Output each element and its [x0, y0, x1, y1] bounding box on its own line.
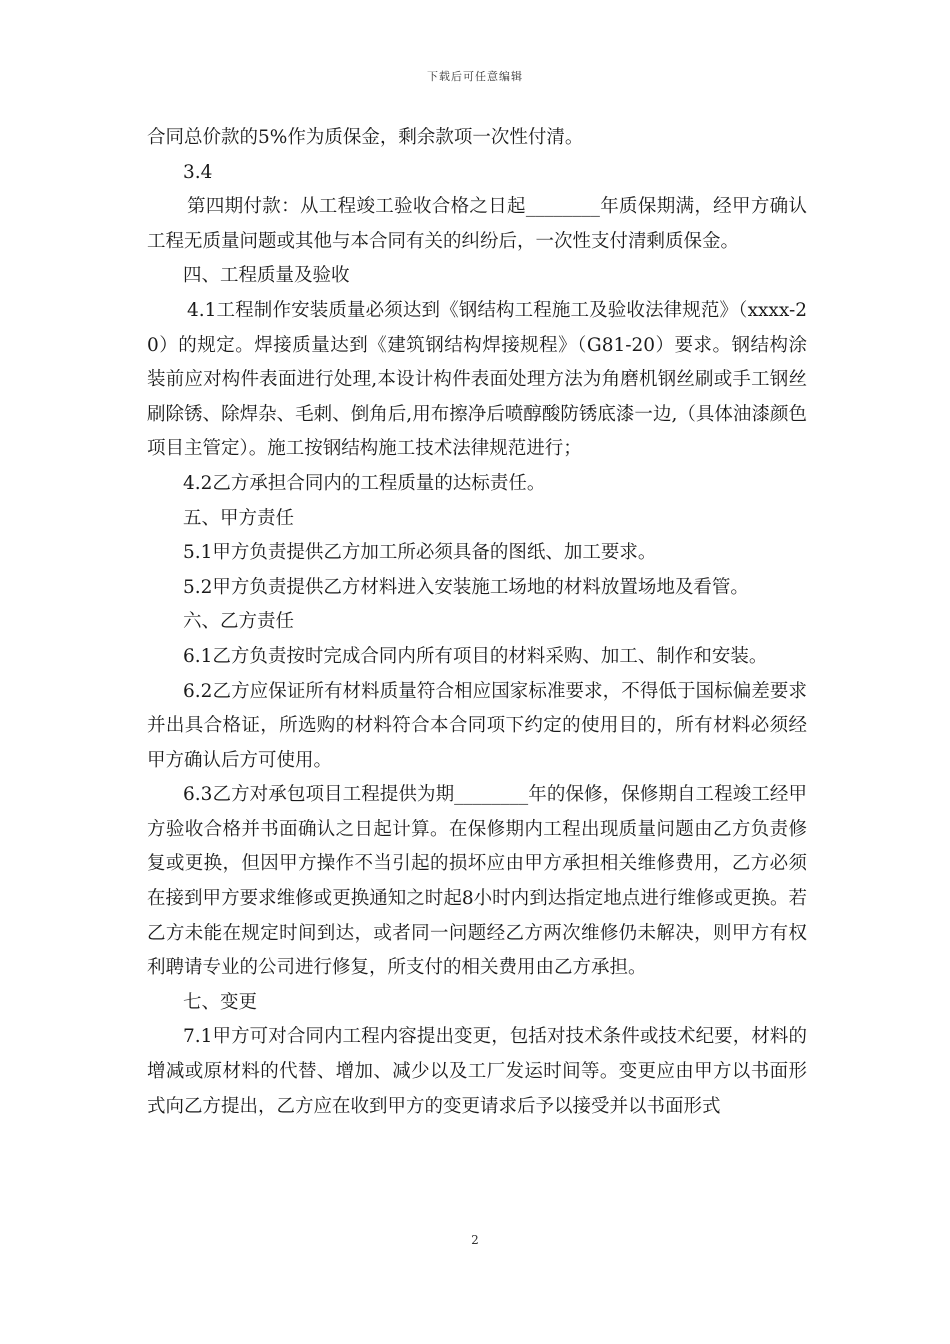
- heading-party-b-responsibility: 六、乙方责任: [183, 611, 295, 633]
- paragraph-7-1: 7.1甲方可对合同内工程内容提出变更，包括对技术条件或技术纪要，材料的增减或原材料的代替、增加、减少以及工厂发运时间等。变更应由甲方以书面形式向乙方提出，乙方应在收到甲方的变更请求后予以接受并以书面形式: [147, 1026, 807, 1117]
- document-body: [147, 121, 807, 1124]
- page-number: 2: [471, 1233, 479, 1247]
- paragraph-6-3: 6.3乙方对承包项目工程提供为期________年的保修，保修期自工程竣工经甲方验收合格并书面确认之日起计算。在保修期内工程出现质量问题由乙方负责修复或更换，但因甲方操作不当引起的损坏应由甲方承担相关维修费用，乙方必须在接到甲方要求维修或更换通知之时起8小时内到达指定地点进行维修或更换。若乙方未能在规定时间到达，或者同一问题经乙方两次维修仍未解决，则甲方有权利聘请专业的公司进行修复，所支付的相关费用由乙方承担。: [147, 784, 807, 979]
- paragraph-4-1: 4.1工程制作安装质量必须达到《钢结构工程施工及验收法律规范》（xxxx-20）的规定。焊接质量达到《建筑钢结构焊接规程》（G81-20）要求。钢结构涂装前应对构件表面进行处理,本设计构件表面处理方法为角磨机钢丝刷或手工钢丝刷除锈、除焊杂、毛刺、倒角后,用布擦净后喷醇酸防锈底漆一边,（具体油漆颜色项目主管定）。施工按钢结构施工技术法律规范进行；: [147, 299, 807, 460]
- paragraph-fourth-payment: 第四期付款：从工程竣工验收合格之日起________年质保期满，经甲方确认工程无质量问题或其他与本合同有关的纠纷后，一次性支付清剩质保金。: [147, 196, 807, 252]
- section-number-3-4: 3.4: [183, 161, 213, 183]
- paragraph-6-2: 6.2乙方应保证所有材料质量符合相应国家标准要求，不得低于国标偏差要求并出具合格证，所选购的材料符合本合同项下约定的使用目的，所有材料必须经甲方确认后方可使用。: [147, 680, 807, 771]
- heading-quality-acceptance: 四、工程质量及验收: [183, 265, 350, 287]
- heading-party-a-responsibility: 五、甲方责任: [183, 507, 295, 529]
- paragraph-4-2: 4.2乙方承担合同内的工程质量的达标责任。: [183, 472, 546, 494]
- heading-changes: 七、变更: [183, 991, 258, 1013]
- paragraph-5-2: 5.2甲方负责提供乙方材料进入安装施工场地的材料放置场地及看管。: [183, 576, 749, 598]
- page-header: 下载后可任意编辑: [427, 70, 523, 83]
- paragraph-payment-retention: 合同总价款的5%作为质保金，剩余款项一次性付清。: [147, 127, 584, 148]
- paragraph-5-1: 5.1甲方负责提供乙方加工所必须具备的图纸、加工要求。: [183, 542, 657, 564]
- paragraph-6-1: 6.1乙方负责按时完成合同内所有项目的材料采购、加工、制作和安装。: [183, 645, 768, 667]
